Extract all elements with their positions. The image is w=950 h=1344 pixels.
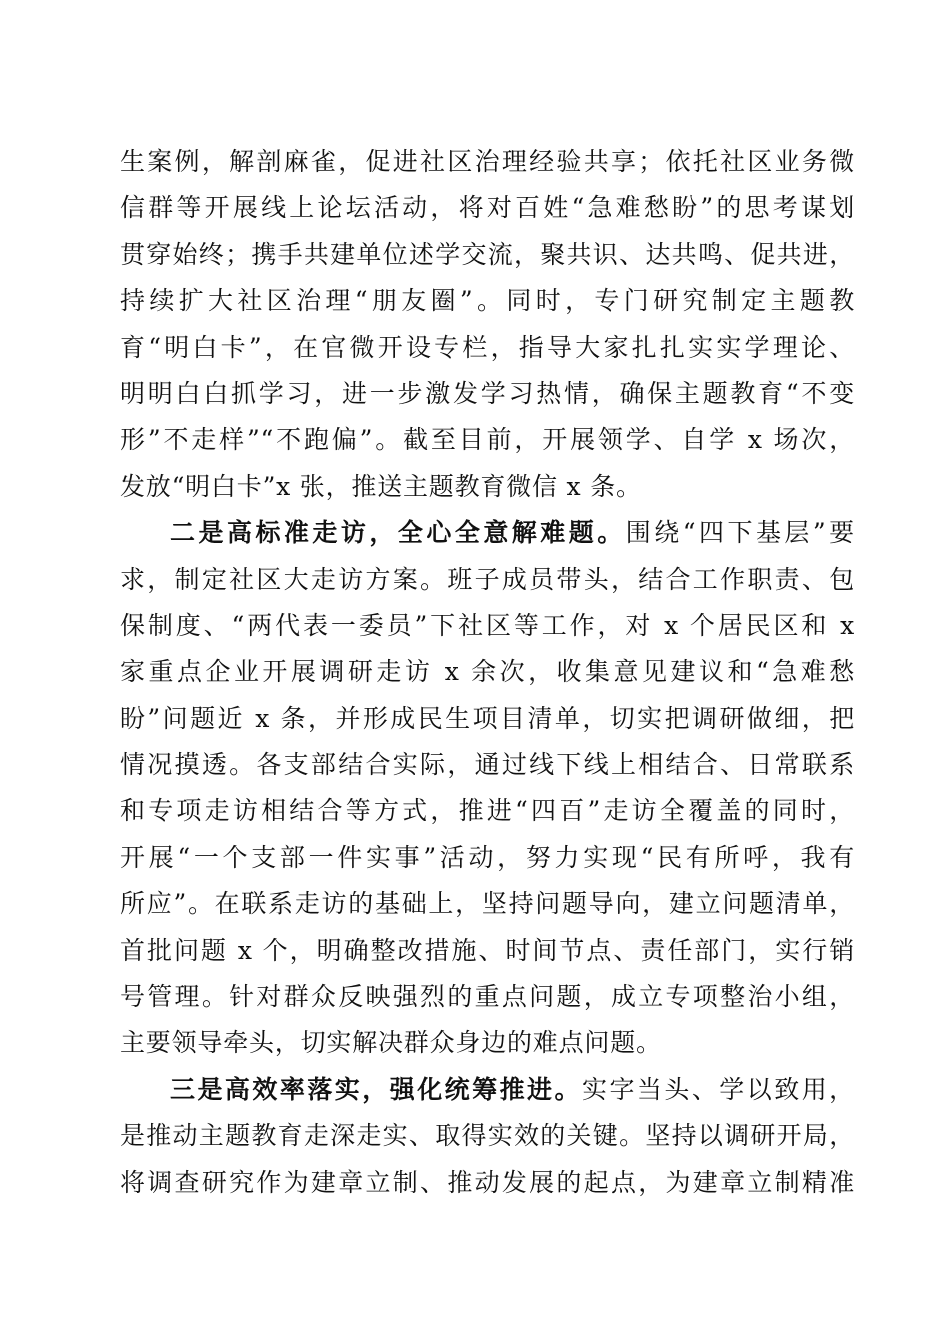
paragraph-line: 是推动主题教育走深走实、取得实效的关键。坚持以调研开局， — [120, 1121, 855, 1151]
paragraph-line: 形”不走样”“不跑偏”。截至目前，开展领学、自学 x 场次， — [120, 425, 855, 455]
paragraph-line: 首批问题 x 个，明确整改措施、时间节点、责任部门，实行销 — [120, 935, 855, 965]
paragraph-three-heading: 三是高效率落实，强化统筹推进。 — [170, 1074, 582, 1104]
paragraph-line: 育“明白卡”，在官微开设专栏，指导大家扎扎实实学理论、 — [120, 332, 855, 362]
paragraph-line: 信群等开展线上论坛活动，将对百姓“急难愁盼”的思考谋划 — [120, 193, 855, 223]
paragraph-two-first-line-rest: 围绕“四下基层”要 — [625, 518, 855, 548]
paragraph-line: 生案例，解剖麻雀，促进社区治理经验共享；依托社区业务微 — [120, 147, 855, 176]
paragraph-line: 情况摸透。各支部结合实际，通过线下线上相结合、日常联系 — [120, 750, 855, 780]
paragraph-three-first-line-rest: 实字当头、学以致用， — [581, 1074, 855, 1104]
paragraph-line: 发放“明白卡”x 张，推送主题教育微信 x 条。 — [120, 471, 642, 501]
paragraph-line: 将调查研究作为建章立制、推动发展的起点，为建章立制精准 — [120, 1167, 855, 1197]
paragraph-line: 贯穿始终；携手共建单位述学交流，聚共识、达共鸣、促共进， — [120, 239, 855, 269]
paragraph-line: 主要领导牵头，切实解决群众身边的难点问题。 — [120, 1028, 662, 1058]
paragraph-line: 明明白白抓学习，进一步激发学习热情，确保主题教育“不变 — [120, 378, 855, 408]
paragraph-line: 号管理。针对群众反映强烈的重点问题，成立专项整治小组， — [120, 982, 855, 1012]
paragraph-line: 保制度、“两代表一委员”下社区等工作，对 x 个居民区和 x — [120, 610, 855, 640]
paragraph-line: 和专项走访相结合等方式，推进“四百”走访全覆盖的同时， — [120, 796, 855, 826]
paragraph-line: 求，制定社区大走访方案。班子成员带头，结合工作职责、包 — [120, 564, 855, 594]
paragraph-two-first-line — [120, 510, 855, 556]
document-body — [120, 139, 855, 1206]
paragraph-line: 盼”问题近 x 条，并形成民生项目清单，切实把调研做细，把 — [120, 703, 855, 733]
paragraph-two-heading: 二是高标准走访，全心全意解难题。 — [170, 518, 626, 548]
paragraph-line: 开展“一个支部一件实事”活动，努力实现“民有所呼，我有 — [120, 842, 855, 872]
paragraph-three-first-line — [120, 1067, 855, 1113]
paragraph-line: 家重点企业开展调研走访 x 余次，收集意见建议和“急难愁 — [120, 657, 855, 687]
paragraph-line: 持续扩大社区治理“朋友圈”。同时，专门研究制定主题教 — [120, 286, 855, 316]
paragraph-line: 所应”。在联系走访的基础上，坚持问题导向，建立问题清单， — [120, 889, 855, 919]
